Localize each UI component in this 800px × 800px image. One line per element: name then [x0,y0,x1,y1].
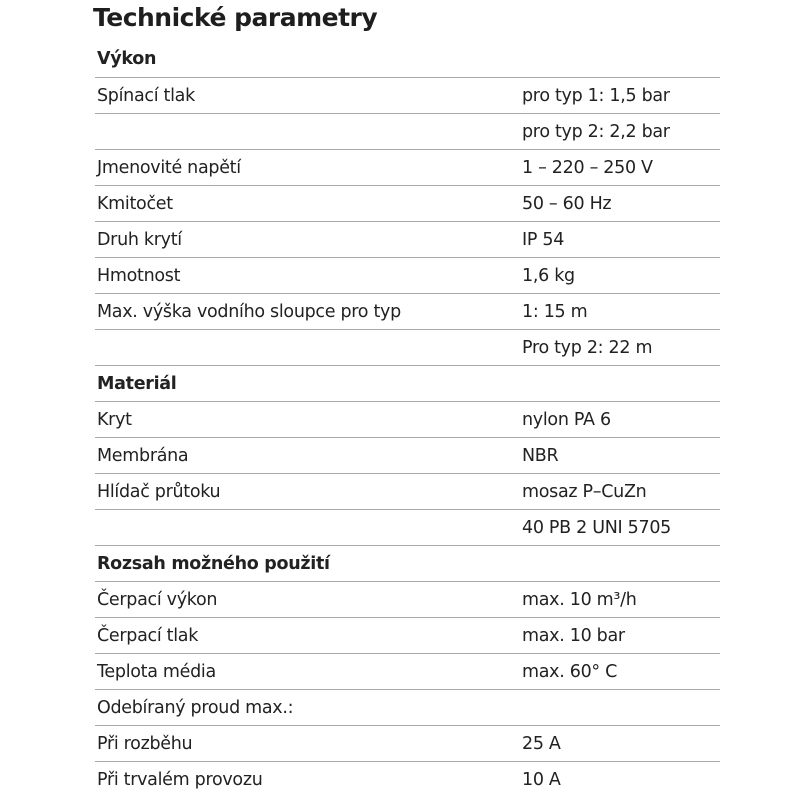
section-header [95,545,720,581]
param-label: Druh krytí [97,229,182,250]
table-row [95,509,720,545]
section-title: Rozsah možného použití [97,553,330,574]
table-row [95,689,720,725]
param-label: Teplota média [97,661,216,682]
table-row [95,725,720,761]
section-header [95,41,720,77]
param-label: Kmitočet [97,193,173,214]
param-value: 1: 15 m [522,301,588,322]
param-label: Kryt [97,409,132,430]
param-value: max. 60° C [522,661,618,682]
table-row [95,761,720,797]
table-row [95,437,720,473]
table-row [95,329,720,365]
param-value: max. 10 bar [522,625,625,646]
param-value: 1,6 kg [522,265,575,286]
param-label: Při trvalém provozu [97,769,263,790]
section-header [95,365,720,401]
table-row [95,185,720,221]
table-row [95,221,720,257]
table-row [95,653,720,689]
param-value: IP 54 [522,229,565,250]
param-value: 50 – 60 Hz [522,193,612,214]
param-value: nylon PA 6 [522,409,611,430]
table-row [95,401,720,437]
param-label: Čerpací tlak [97,625,199,646]
param-label: Membrána [97,445,189,466]
param-value: mosaz P–CuZn [522,481,647,502]
param-label: Max. výška vodního sloupce pro typ [97,301,401,322]
table-row [95,473,720,509]
spec-table [95,41,720,797]
section-title: Výkon [97,49,157,69]
param-label: Hmotnost [97,265,181,286]
page-title: Technické parametry [93,3,378,32]
param-value: pro typ 2: 2,2 bar [522,121,670,142]
table-row [95,257,720,293]
param-value: Pro typ 2: 22 m [522,337,653,358]
param-label: Hlídač průtoku [97,481,221,502]
param-label: Spínací tlak [97,85,195,106]
param-value: max. 10 m³/h [522,589,637,610]
param-value: 10 A [522,769,561,790]
table-row [95,617,720,653]
param-value: 40 PB 2 UNI 5705 [522,517,672,538]
param-label: Čerpací výkon [97,589,218,610]
param-value: pro typ 1: 1,5 bar [522,85,670,106]
section-title: Materiál [97,373,177,394]
param-value: 1 – 220 – 250 V [522,157,653,178]
param-label: Odebíraný proud max.: [97,697,294,718]
table-row [95,77,720,113]
table-row [95,149,720,185]
param-value: 25 A [522,733,561,754]
table-row [95,581,720,617]
table-row [95,113,720,149]
param-value: NBR [522,445,559,466]
param-label: Při rozběhu [97,733,193,754]
table-row [95,293,720,329]
param-label: Jmenovité napětí [97,157,241,178]
